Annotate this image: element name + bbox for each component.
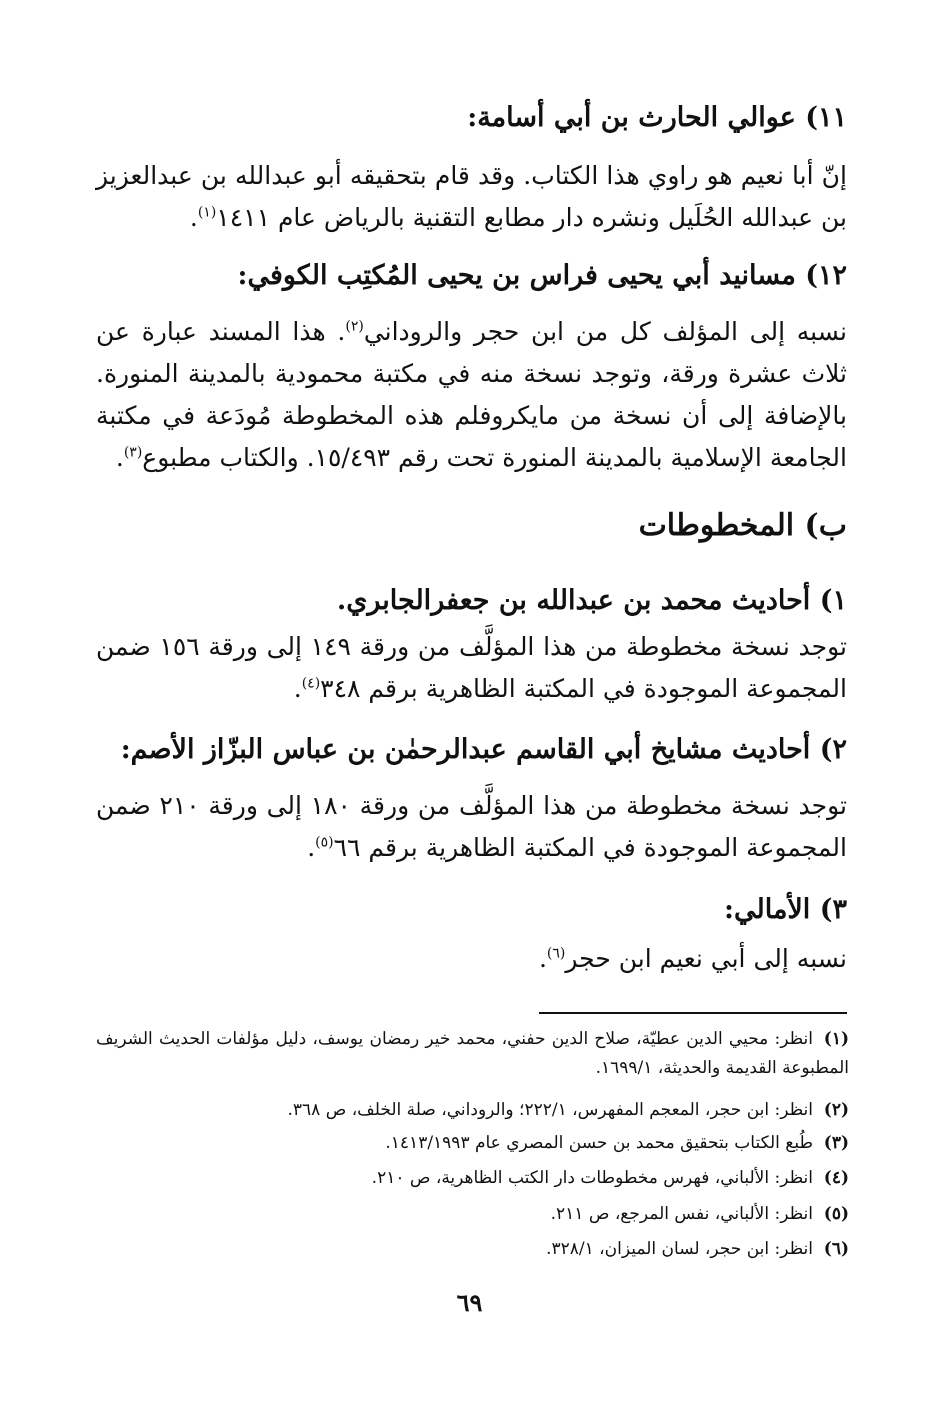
item-11-paragraph: [96, 155, 847, 239]
manuscript-3-text: نسبه إلى أبي نعيم ابن حجر: [565, 944, 847, 973]
manuscript-1-paragraph: [96, 626, 847, 710]
item-11-heading: ١١) عوالي الحارث بن أبي أسامة:: [467, 102, 847, 133]
footnote-2: [96, 1096, 849, 1125]
footnote-ref-3: (٣): [123, 444, 143, 461]
page-number: ٦٩: [456, 1288, 483, 1317]
item-12-text-b: . هذا المسند عبارة عن ثلاث عشرة ورقة، وتوجد نسخة منه في مكتبة محمودية بالمدينة المنورة. بالإضافة إلى أن نسخة من مايكروفلم هذه المخطوطة مُودَعة في مكتبة الجامعة الإسلامية بالمدينة المنورة تحت رقم ١٥/٤٩٣. والكتاب مطبوع: [96, 317, 847, 472]
footnote-6: [96, 1235, 849, 1264]
manuscript-3-heading: ٣) الأمالي:: [724, 894, 847, 925]
item-11-text: إنّ أبا نعيم هو راوي هذا الكتاب. وقد قام بتحقيقه أبو عبدالله بن عبدالعزيز بن عبدالله الحُلَيل ونشره دار مطابع التقنية بالرياض عام ١٤١١: [96, 161, 847, 232]
manuscript-3-paragraph: [96, 938, 847, 980]
footnote-number: (٣): [823, 1133, 849, 1153]
item-12-paragraph: [96, 311, 847, 479]
footnote-text: انظر: محيي الدين عطيّة، صلاح الدين حفني، محمد خير رمضان يوسف، دليل مؤلفات الحديث الشريف المطبوعة القديمة والحديثة، ١٦٩٩/١.: [96, 1029, 849, 1078]
item-12-end: .: [115, 443, 124, 472]
footnote-number: (٤): [823, 1168, 849, 1188]
footnote-4: [96, 1164, 849, 1193]
manuscript-1-end: .: [293, 674, 302, 703]
manuscript-2-paragraph: [96, 785, 847, 869]
footnote-number: (٥): [823, 1204, 849, 1224]
footnote-number: (٢): [823, 1100, 849, 1120]
footnote-ref-4: (٤): [301, 675, 321, 692]
footnote-number: (١): [823, 1029, 849, 1049]
manuscript-2-heading: ٢) أحاديث مشايخ أبي القاسم عبدالرحمٰن بن عباس البزّاز الأصم:: [120, 734, 847, 765]
footnote-ref-2: (٢): [345, 318, 364, 335]
footnote-ref-1: (١): [197, 204, 217, 221]
manuscript-2-end: .: [307, 833, 316, 862]
footnote-ref-5: (٥): [315, 834, 334, 851]
footnote-separator: [539, 1012, 847, 1014]
footnote-text: انظر: الألباني، نفس المرجع، ص ٢١١.: [550, 1204, 813, 1224]
manuscript-3-end: .: [538, 944, 547, 973]
item-12-text-a: نسبه إلى المؤلف كل من ابن حجر والروداني: [363, 317, 847, 346]
footnote-ref-6: (٦): [546, 945, 566, 962]
footnote-number: (٦): [823, 1239, 849, 1259]
section-b-title: ب) المخطوطات: [638, 508, 847, 543]
footnote-5: [96, 1200, 849, 1229]
footnote-text: انظر: ابن حجر، لسان الميزان، ٣٢٨/١.: [546, 1239, 813, 1259]
footnote-1: [96, 1025, 849, 1083]
footnote-text: انظر: ابن حجر، المعجم المفهرس، ٢٢٢/١؛ والروداني، صلة الخلف، ص ٣٦٨.: [287, 1100, 813, 1120]
footnote-3: [96, 1129, 849, 1158]
manuscript-2-text: توجد نسخة مخطوطة من هذا المؤلَّف من ورقة ١٨٠ إلى ورقة ٢١٠ ضمن المجموعة الموجودة في المكتبة الظاهرية برقم ٦٦: [96, 791, 847, 862]
footnote-text: انظر: الألباني، فهرس مخطوطات دار الكتب الظاهرية، ص ٢١٠.: [371, 1168, 813, 1188]
manuscript-1-heading: ١) أحاديث محمد بن عبدالله بن جعفرالجابري.: [336, 585, 847, 616]
item-12-heading: ١٢) مسانيد أبي يحيى فراس بن يحيى المُكتِب الكوفي:: [237, 260, 847, 291]
manuscript-1-text: توجد نسخة مخطوطة من هذا المؤلَّف من ورقة ١٤٩ إلى ورقة ١٥٦ ضمن المجموعة الموجودة في المكتبة الظاهرية برقم ٣٤٨: [96, 632, 847, 703]
footnote-text: طُبع الكتاب بتحقيق محمد بن حسن المصري عام ١٤١٣/١٩٩٣.: [385, 1133, 813, 1153]
item-11-end: .: [189, 203, 198, 232]
